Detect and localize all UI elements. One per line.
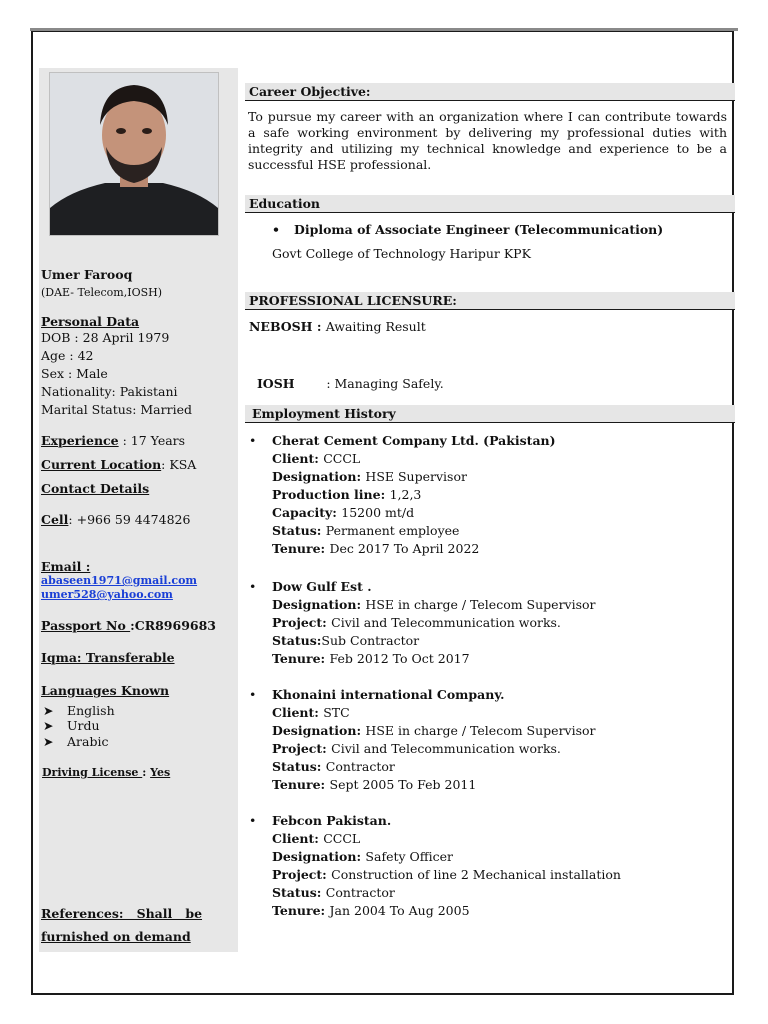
job-line — [272, 540, 556, 558]
job-line-label: Designation: — [272, 849, 366, 864]
job-line-label: Capacity: — [272, 505, 342, 520]
language-item — [43, 734, 109, 750]
iqama-status: Iqma: Transferable — [41, 650, 175, 665]
job-line — [272, 596, 596, 614]
sex: Sex : Male — [41, 366, 108, 381]
job-company: Dow Gulf Est . — [272, 579, 372, 594]
job-entry — [249, 432, 556, 558]
education-institute: Govt College of Technology Haripur KPK — [272, 246, 531, 261]
personal-data-heading: Personal Data — [41, 314, 140, 329]
job-line-label: Project: — [272, 741, 332, 756]
job-line — [272, 902, 621, 920]
bullet-icon: • — [272, 222, 280, 237]
job-line-label: Project: — [272, 615, 332, 630]
bullet-icon: • — [249, 813, 257, 828]
language-label: Arabic — [67, 734, 109, 749]
references-line-1: References: Shall be — [41, 906, 203, 921]
job-line — [272, 776, 596, 794]
job-line-label: Status: — [272, 523, 326, 538]
job-company: Khonaini international Company. — [272, 687, 505, 702]
passport-value: :CR8969683 — [130, 618, 216, 633]
job-company: Febcon Pakistan. — [272, 813, 392, 828]
job-line-label: Status: — [272, 885, 326, 900]
current-location — [41, 456, 196, 473]
job-line-value: 15200 mt/d — [341, 505, 415, 520]
job-line — [272, 722, 596, 740]
job-line-label: Status: — [272, 633, 322, 648]
iosh-label: IOSH — [256, 376, 295, 391]
job-line-value: Safety Officer — [365, 849, 454, 864]
arrow-bullet-icon: ➤ — [43, 734, 54, 749]
job-line-value: Civil and Telecommunication works. — [331, 615, 561, 630]
job-line-value: CCCL — [323, 831, 361, 846]
arrow-bullet-icon: ➤ — [43, 718, 54, 733]
job-line-label: Project: — [272, 867, 332, 882]
job-entry — [249, 686, 596, 794]
language-label: Urdu — [67, 718, 100, 733]
job-line-value: Civil and Telecommunication works. — [331, 741, 561, 756]
job-line-value: STC — [323, 705, 350, 720]
references-line-2: furnished on demand — [41, 929, 191, 944]
arrow-bullet-icon: ➤ — [43, 703, 54, 718]
job-line-label: Designation: — [272, 597, 366, 612]
experience-label: Experience — [41, 433, 119, 448]
job-line — [272, 468, 556, 486]
job-line-value: Contractor — [325, 759, 395, 774]
job-line — [272, 450, 556, 468]
location-label: Current Location — [41, 457, 162, 472]
education-heading: Education — [245, 195, 735, 213]
email-link-gmail[interactable]: abaseen1971@gmail.com — [41, 574, 198, 587]
driving-value: Yes — [150, 766, 171, 779]
job-entry — [249, 812, 621, 920]
languages-heading: Languages Known — [41, 683, 170, 698]
age: Age : 42 — [41, 348, 94, 363]
job-line-value: HSE Supervisor — [365, 469, 467, 484]
job-line-label: Designation: — [272, 723, 366, 738]
job-line — [272, 758, 596, 776]
cell-label: Cell — [41, 512, 69, 527]
job-line — [272, 830, 621, 848]
language-item — [43, 718, 100, 734]
degree-text: Diploma of Associate Engineer (Telecommunication) — [294, 222, 664, 237]
job-line-value: Dec 2017 To April 2022 — [329, 541, 480, 556]
job-line — [272, 650, 596, 668]
email-link-yahoo[interactable]: umer528@yahoo.com — [41, 588, 173, 601]
location-value: : KSA — [161, 457, 197, 472]
job-line-label: Client: — [272, 831, 324, 846]
driving-sep: : — [142, 766, 151, 779]
career-objective-text: To pursue my career with an organization where I can contribute towards a safe working environment by delivering my professional duties with integrity and utilizing my technical knowledge and experience to be a successful HSE professional. — [248, 109, 727, 172]
job-line-label: Tenure: — [272, 651, 330, 666]
nebosh-row — [249, 318, 426, 336]
job-line — [272, 884, 621, 902]
bullet-icon: • — [249, 433, 257, 448]
iosh-value: : Managing Safely. — [318, 376, 444, 391]
job-line-value: Construction of line 2 Mechanical installation — [331, 867, 621, 882]
job-line-label: Status: — [272, 759, 326, 774]
job-line — [272, 522, 556, 540]
experience-value: : 17 Years — [118, 433, 186, 448]
cell-phone — [41, 511, 190, 528]
contact-details-heading: Contact Details — [41, 481, 150, 496]
bullet-icon: • — [249, 687, 257, 702]
job-line-value: Jan 2004 To Aug 2005 — [329, 903, 470, 918]
job-line-value: Sub Contractor — [321, 633, 420, 648]
education-degree — [272, 221, 663, 239]
job-line — [272, 632, 596, 650]
driving-license — [42, 765, 170, 780]
job-line — [272, 740, 596, 758]
job-line — [272, 614, 596, 632]
language-item — [43, 703, 115, 719]
profile-photo — [49, 72, 219, 236]
job-line — [272, 504, 556, 522]
job-line-value: Feb 2012 To Oct 2017 — [329, 651, 470, 666]
job-line — [272, 848, 621, 866]
nebosh-label: NEBOSH : — [249, 319, 326, 334]
job-line — [272, 866, 621, 884]
employment-heading: Employment History — [245, 405, 735, 423]
nebosh-value: Awaiting Result — [325, 319, 426, 334]
language-label: English — [67, 703, 115, 718]
job-line-value: CCCL — [323, 451, 361, 466]
job-line-label: Client: — [272, 451, 324, 466]
job-line-value: 1,2,3 — [389, 487, 422, 502]
experience — [41, 432, 185, 449]
job-line-label: Tenure: — [272, 541, 330, 556]
job-line — [272, 704, 596, 722]
career-objective-heading: Career Objective: — [245, 83, 735, 101]
email-label: Email : — [41, 559, 91, 574]
qualification: (DAE- Telecom,IOSH) — [41, 286, 163, 299]
driving-label: Driving License — [42, 766, 143, 779]
job-company: Cherat Cement Company Ltd. (Pakistan) — [272, 433, 556, 448]
iosh-row — [249, 357, 444, 393]
licensure-heading: PROFESSIONAL LICENSURE: — [245, 292, 735, 310]
job-line-value: Contractor — [325, 885, 395, 900]
cell-value: : +966 59 4474826 — [68, 512, 191, 527]
job-line-value: Permanent employee — [325, 523, 460, 538]
job-line — [272, 486, 556, 504]
dob: DOB : 28 April 1979 — [41, 330, 170, 345]
nationality: Nationality: Pakistani — [41, 384, 178, 399]
passport — [41, 617, 216, 634]
job-line-value: Sept 2005 To Feb 2011 — [329, 777, 477, 792]
job-line-label: Production line: — [272, 487, 390, 502]
candidate-name: Umer Farooq — [41, 267, 133, 282]
job-entry — [249, 578, 596, 668]
job-line-label: Designation: — [272, 469, 366, 484]
marital-status: Marital Status: Married — [41, 402, 192, 417]
job-line-value: HSE in charge / Telecom Supervisor — [365, 723, 596, 738]
passport-label: Passport No — [41, 618, 131, 633]
bullet-icon: • — [249, 579, 257, 594]
job-line-label: Tenure: — [272, 903, 330, 918]
job-line-label: Client: — [272, 705, 324, 720]
job-line-label: Tenure: — [272, 777, 330, 792]
job-line-value: HSE in charge / Telecom Supervisor — [365, 597, 596, 612]
